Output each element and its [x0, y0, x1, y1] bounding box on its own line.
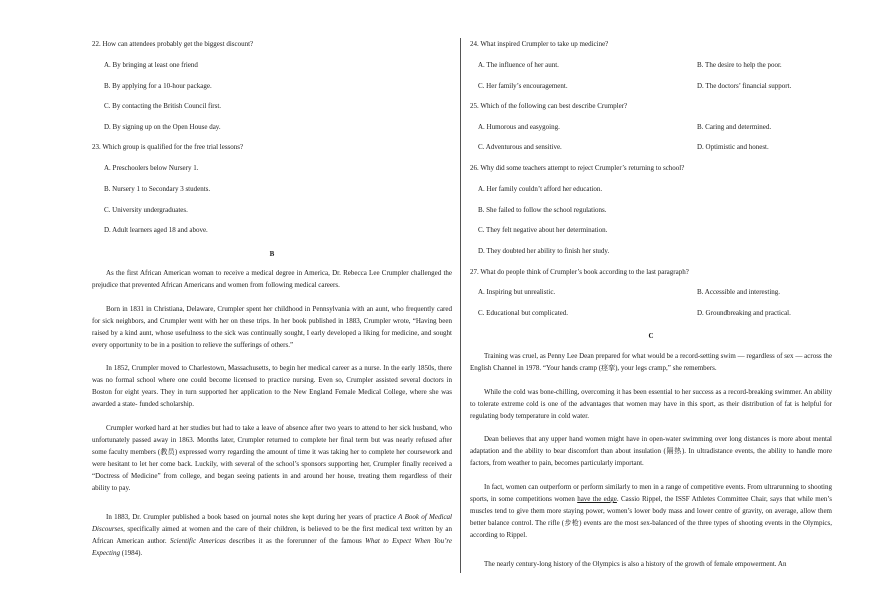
option-24c: C. Her family’s encouragement. [478, 82, 568, 90]
option-22c: C. By contacting the British Council first. [104, 102, 222, 110]
question-23: 23. Which group is qualified for the free trial lessons? [92, 143, 244, 151]
question-24: 24. What inspired Crumpler to take up medicine? [470, 40, 609, 48]
option-25a: A. Humorous and easygoing. [478, 123, 560, 131]
option-22b: B. By applying for a 10-hour package. [104, 82, 212, 90]
option-25b: B. Caring and determined. [697, 123, 772, 131]
underlined-phrase: have the edge [577, 495, 617, 503]
option-25d: D. Optimistic and honest. [697, 143, 769, 151]
question-27: 27. What do people think of Crumpler’s book according to the last paragraph? [470, 268, 689, 276]
passage-c-paragraph-1: Training was cruel, as Penny Lee Dean prepared for what would be a record-setting swim — regardless of sex — across the English Channel in 1978. “Your hands cramp (痉挛), your legs cramp,” she remembers. [470, 352, 832, 372]
option-23a: A. Preschoolers below Nursery 1. [104, 164, 199, 172]
option-22d: D. By signing up on the Open House day. [104, 123, 221, 131]
option-26b: B. She failed to follow the school regulations. [478, 206, 607, 214]
option-24d: D. The doctors’ financial support. [697, 82, 792, 90]
option-24b: B. The desire to help the poor. [697, 61, 782, 69]
book-title-2: What to Expect When You’re Expecting [92, 537, 452, 557]
passage-b-paragraph-3: In 1852, Crumpler moved to Charlestown, Massachusetts, to begin her medical career as a nurse. In the early 1850s, there was no formal school where one could become licensed to practice nursing. Even so, Crumpler assisted several doctors in Boston for eight years. They in turn supported her application to the New England Female Medical College, where she was awarded a state- funded scholarship. [92, 364, 452, 408]
option-22a: A. By bringing at least one friend [104, 61, 198, 69]
option-26d: D. They doubted her ability to finish her study. [478, 247, 610, 255]
passage-b-paragraph-2: Born in 1831 in Christiana, Delaware, Crumpler spent her childhood in Pennsylvania with an aunt, who frequently cared for sick neighbors, and Crumpler went with her on these trips. In her book published in 1883, Crumpler wrote, “Having been raised by a kind aunt, whose usefulness to the sick was continually sought, I early developed a liking for medicine, and sought every opportunity to be in a position to relieve the sufferings of others.” [92, 305, 452, 349]
book-title: A Book of Medical Discourses [92, 513, 452, 533]
option-23b: B. Nursery 1 to Secondary 3 students. [104, 185, 211, 193]
question-26: 26. Why did some teachers attempt to reject Crumpler’s returning to school? [470, 164, 685, 172]
option-27d: D. Groundbreaking and practical. [697, 309, 791, 317]
passage-c-paragraph-3: Dean believes that any upper hand women might have in open-water swimming over long distances is more about mental adaptation and the ability to bear discomfort than about insulation (隔热). In ultradistance events, the ability to handle more factors, from weather to pain, becomes particularly important. [470, 435, 832, 467]
magazine-title: Scientific Americas [170, 537, 226, 545]
section-b-heading: B [269, 250, 275, 258]
option-23d: D. Adult learners aged 18 and above. [104, 226, 208, 234]
option-25c: C. Adventurous and sensitive. [478, 143, 562, 151]
option-27b: B. Accessible and interesting. [697, 288, 781, 296]
passage-c-paragraph-4: In fact, women can outperform or perform similarly to men in a range of competitive events. From ultrarunning to shooting sports, in some competitions women have the edge. Cassio Rippel, the ISSF Athletes Committee Chair, says that while men’s muscles tend to give them more staying power, women’s lower body mass and lower centre of gravity, on average, allow them better balance control. The rifle (步枪) events are the most sex-balanced of the three types of shooting events in the Olympics, according to Rippel. [470, 483, 833, 539]
column-divider [460, 38, 461, 573]
option-23c: C. University undergraduates. [104, 206, 188, 214]
option-24a: A. The influence of her aunt. [478, 61, 559, 69]
option-27c: C. Educational but complicated. [478, 309, 569, 317]
option-27a: A. Inspiring but unrealistic. [478, 288, 556, 296]
passage-b-paragraph-5: In 1883, Dr. Crumpler published a book based on journal notes she kept during her years of practice A Book of Medical Discourses, specifically aimed at women and the care of their children, is believed to be the first medical text written by an African American author. Scientific Americas describes it as the forerunner of the famous What to Expect When You’re Expecting (1984). [92, 513, 452, 557]
passage-b-paragraph-1: As the first African American woman to receive a medical degree in America, Dr. Rebecca Lee Crumpler challenged the prejudice that prevented African Americans and women from following medical careers. [92, 269, 452, 289]
question-22: 22. How can attendees probably get the biggest discount? [92, 40, 254, 48]
question-25: 25. Which of the following can best describe Crumpler? [470, 102, 628, 110]
passage-c-paragraph-2: While the cold was bone-chilling, overcoming it has been essential to her success as a record-breaking swimmer. An ability to tolerate extreme cold is one of the advantages that women may have in this sport, as their distribution of fat is helpful for regulating body temperature in cold water. [470, 388, 832, 420]
passage-c-paragraph-5: The nearly century-long history of the Olympics is also a history of the growth of female empowerment. An [484, 560, 787, 568]
option-26c: C. They felt negative about her determination. [478, 226, 608, 234]
section-c-heading: C [648, 332, 654, 340]
passage-b-paragraph-4: Crumpler worked hard at her studies but had to take a leave of absence after two years to attend to her sick husband, who unfortunately passed away in 1863. Months later, Crumpler returned to complete her final term but was nearly refused after some faculty members (教员) expressed worry regarding the amount of time it was taking her to complete her coursework and were hesitant to let her come back. Luckily, with several of the school’s sponsors supporting her, Crumpler finally received a “Doctress of Medicine” from college, and began seeing patients in and around her house, treating them regardless of their ability to pay. [92, 424, 452, 492]
option-26a: A. Her family couldn’t afford her education. [478, 185, 603, 193]
